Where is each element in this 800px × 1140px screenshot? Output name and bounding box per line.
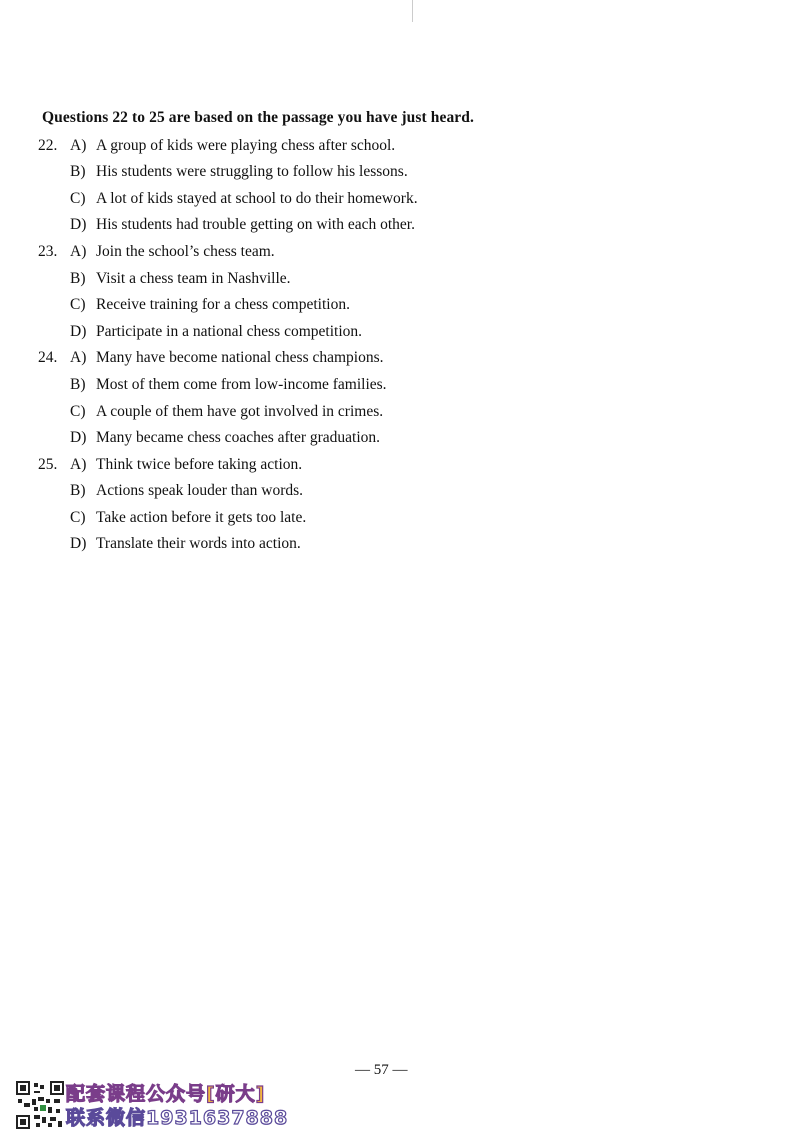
option-text: Many have become national chess champions. xyxy=(96,349,384,366)
option-letter: C) xyxy=(70,509,86,526)
option-text: His students were struggling to follow his lessons. xyxy=(96,163,408,180)
option-text: A group of kids were playing chess after school. xyxy=(96,137,396,154)
question-number: 25. xyxy=(38,456,58,473)
qr-code-icon xyxy=(16,1081,64,1129)
watermark-line-1: 配套课程公众号[研大] xyxy=(66,1083,266,1105)
option-text: His students had trouble getting on with each other. xyxy=(96,216,415,233)
option-letter: B) xyxy=(70,163,86,180)
option-letter: D) xyxy=(70,323,87,340)
option-text: Translate their words into action. xyxy=(96,535,301,552)
option-letter: D) xyxy=(70,429,87,446)
question-number: 22. xyxy=(38,137,58,154)
watermark-line-2: 联系微信1931637888 xyxy=(66,1107,289,1129)
option-letter: A) xyxy=(70,456,87,473)
option-text: Actions speak louder than words. xyxy=(96,482,304,499)
question-number: 23. xyxy=(38,243,58,260)
option-text: Most of them come from low-income families. xyxy=(96,376,387,393)
option-letter: A) xyxy=(70,243,87,260)
option-text: Take action before it gets too late. xyxy=(96,509,307,526)
option-text: Receive training for a chess competition. xyxy=(96,296,350,313)
option-text: Think twice before taking action. xyxy=(96,456,303,473)
option-letter: A) xyxy=(70,137,87,154)
option-letter: D) xyxy=(70,216,87,233)
option-text: A couple of them have got involved in crimes. xyxy=(96,403,384,420)
scan-mark xyxy=(412,0,413,22)
option-letter: C) xyxy=(70,190,86,207)
watermark xyxy=(16,1081,316,1131)
option-text: A lot of kids stayed at school to do their homework. xyxy=(96,190,418,207)
option-text: Join the school’s chess team. xyxy=(96,243,275,260)
question-number: 24. xyxy=(38,349,58,366)
option-letter: A) xyxy=(70,349,87,366)
option-letter: B) xyxy=(70,270,86,287)
page-number: — 57 — xyxy=(355,1062,408,1078)
section-heading: Questions 22 to 25 are based on the passage you have just heard. xyxy=(42,109,474,126)
option-letter: B) xyxy=(70,376,86,393)
option-letter: C) xyxy=(70,403,86,420)
option-text: Visit a chess team in Nashville. xyxy=(96,270,291,287)
option-letter: B) xyxy=(70,482,86,499)
option-letter: C) xyxy=(70,296,86,313)
option-text: Participate in a national chess competition. xyxy=(96,323,363,340)
option-letter: D) xyxy=(70,535,87,552)
option-text: Many became chess coaches after graduation. xyxy=(96,429,381,446)
